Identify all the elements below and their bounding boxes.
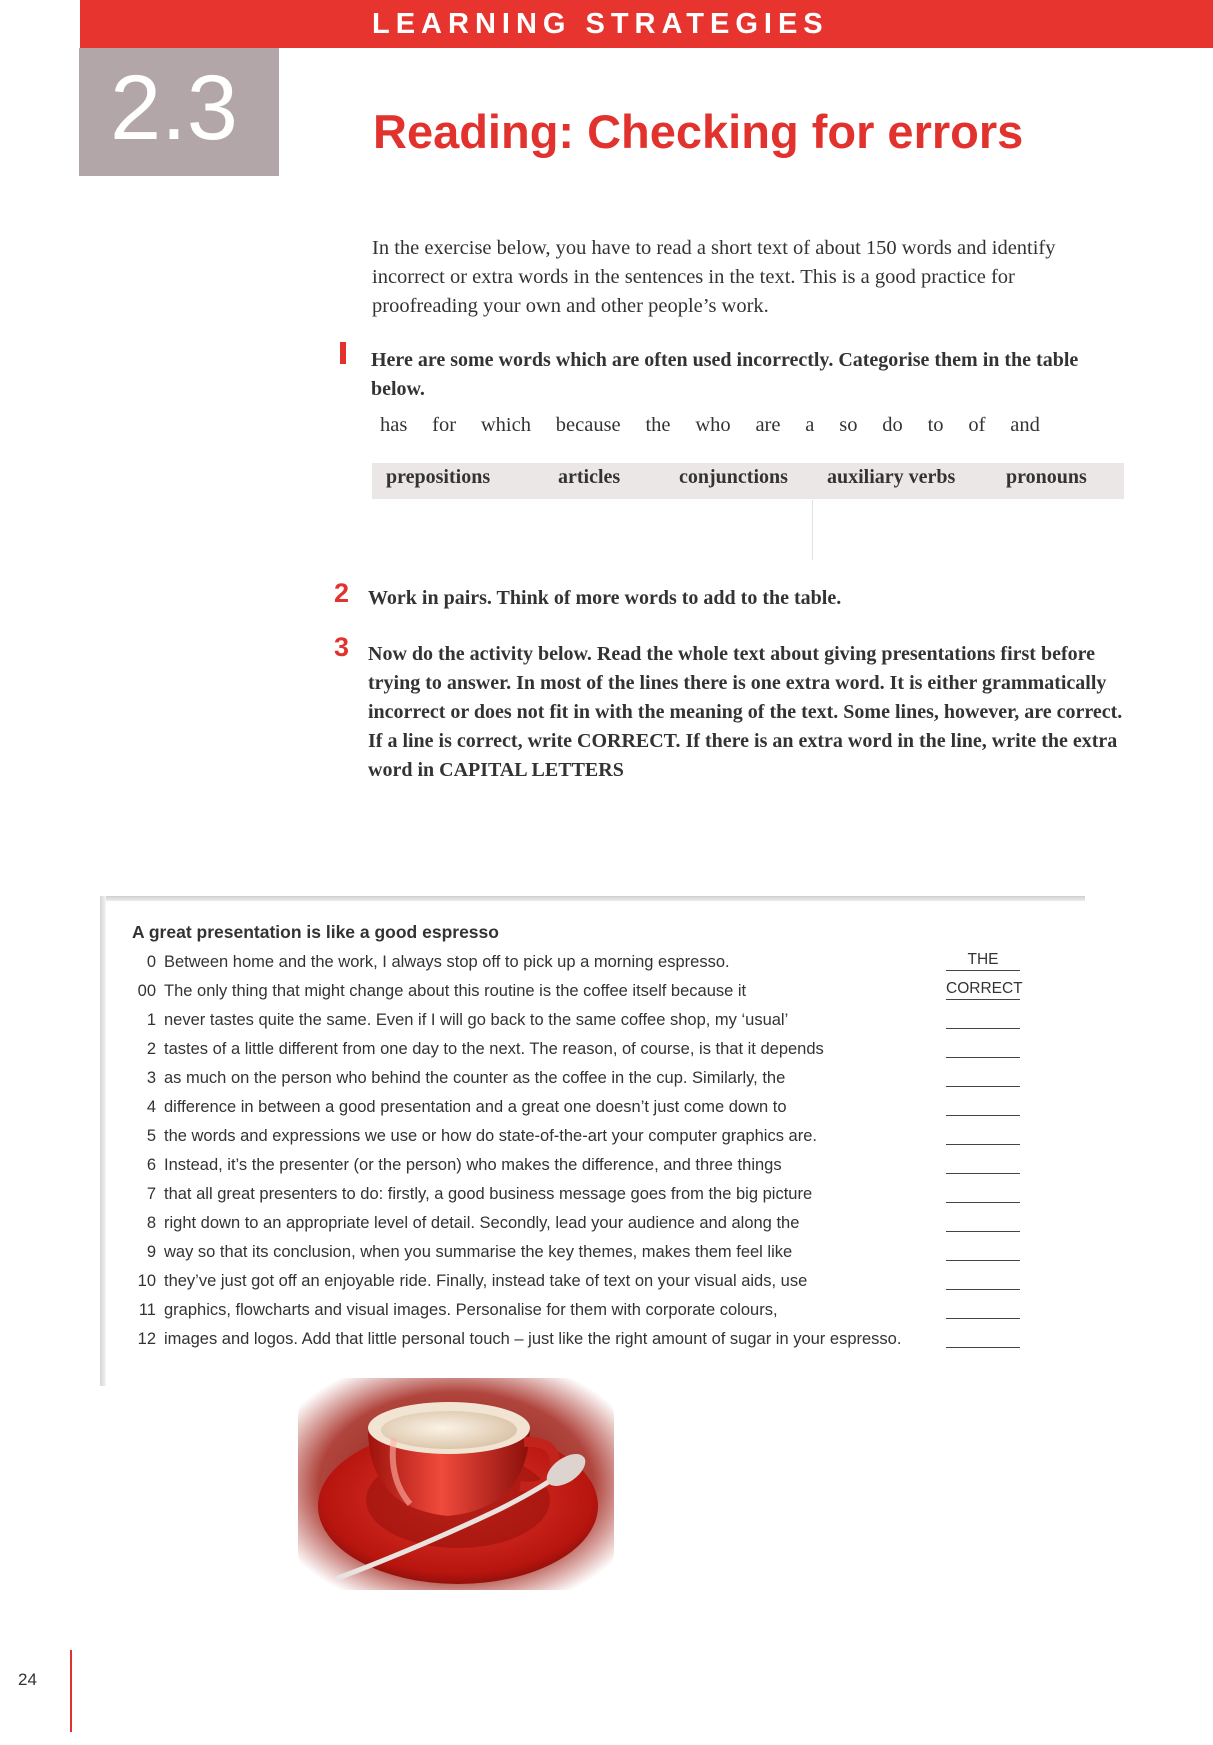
word-bank-item: of <box>968 414 986 436</box>
line-number: 4 <box>146 1098 156 1116</box>
line-text: Instead, it’s the presenter (or the person) who makes the difference, and three things <box>164 1156 782 1174</box>
word-bank-item: do <box>882 414 903 436</box>
answer-blank[interactable] <box>946 1298 1020 1319</box>
word-bank-item: who <box>695 414 731 436</box>
line-text: never tastes quite the same. Even if I will go back to the same coffee shop, my ‘usual’ <box>164 1011 789 1029</box>
answer-blank[interactable]: CORRECT <box>946 979 1020 1000</box>
line-text: way so that its conclusion, when you summarise the key themes, makes them feel like <box>164 1243 793 1261</box>
category-table-header <box>372 466 1124 498</box>
line-text: Between home and the work, I always stop off to pick up a morning espresso. <box>164 953 730 971</box>
answer-blank[interactable] <box>946 1211 1020 1232</box>
answer-blank[interactable] <box>946 1153 1020 1174</box>
line-text: the words and expressions we use or how do state-of-the-art your computer graphics are. <box>164 1127 817 1145</box>
line-number: 12 <box>137 1330 156 1348</box>
exercise-1-instruction: Here are some words which are often used incorrectly. Categorise them in the table below. <box>371 349 1079 400</box>
word-bank-item: which <box>480 414 531 436</box>
page-number: 24 <box>18 1670 37 1689</box>
line-text: tastes of a little different from one day to the next. The reason, of course, is that it depends <box>164 1040 824 1058</box>
line-text: that all great presenters to do: firstly, a good business message goes from the big picture <box>164 1185 813 1203</box>
passage-line <box>132 1122 1052 1151</box>
line-number: 3 <box>146 1069 156 1087</box>
word-bank-item: for <box>432 414 457 436</box>
word-bank-item: and <box>1010 414 1040 436</box>
answer-blank[interactable] <box>946 1095 1020 1116</box>
exercise-2-number: 2 <box>334 578 350 608</box>
line-number: 8 <box>146 1214 156 1232</box>
word-bank-item: because <box>555 414 621 436</box>
table-header-conjunctions: conjunctions <box>679 466 788 488</box>
passage-line <box>132 1151 1052 1180</box>
page-title: Reading: Checking for errors <box>373 105 1024 158</box>
line-number: 1 <box>146 1011 156 1029</box>
word-bank-item: has <box>380 414 408 436</box>
answer-blank[interactable] <box>946 1008 1020 1029</box>
passage-box-top-border <box>100 896 1085 901</box>
passage-line <box>132 1180 1052 1209</box>
passage-line <box>132 977 1052 1006</box>
table-header-pronouns: pronouns <box>1006 466 1087 488</box>
answer-blank[interactable] <box>946 1124 1020 1145</box>
table-header-prepositions: prepositions <box>386 466 491 488</box>
line-text: as much on the person who behind the counter as the coffee in the cup. Similarly, the <box>164 1069 786 1087</box>
line-text: difference in between a good presentation and a great one doesn’t just come down to <box>164 1098 787 1116</box>
exercise-2-instruction: Work in pairs. Think of more words to add to the table. <box>368 587 842 609</box>
page-number-rule <box>70 1650 72 1732</box>
line-text: images and logos. Add that little personal touch – just like the right amount of sugar in your espresso. <box>164 1330 902 1348</box>
answer-blank[interactable] <box>946 1066 1020 1087</box>
line-text: right down to an appropriate level of detail. Secondly, lead your audience and along the <box>164 1214 800 1232</box>
answer-blank[interactable] <box>946 1182 1020 1203</box>
word-bank-item: a <box>805 414 815 436</box>
table-header-articles: articles <box>558 466 621 488</box>
line-number: 0 <box>146 953 156 971</box>
line-number: 6 <box>146 1156 156 1174</box>
passage-line <box>132 1296 1052 1325</box>
answer-blank[interactable]: THE <box>946 950 1020 971</box>
word-bank-item: to <box>927 414 944 436</box>
passage-line <box>132 948 1052 977</box>
passage-line <box>132 1325 1052 1354</box>
word-bank-item: the <box>645 414 671 436</box>
passage-line <box>132 1209 1052 1238</box>
line-number: 11 <box>138 1301 156 1319</box>
line-number: 2 <box>146 1040 156 1058</box>
crema <box>381 1411 517 1449</box>
word-bank <box>380 414 1040 444</box>
passage-line <box>132 1267 1052 1296</box>
line-text: graphics, flowcharts and visual images. Personalise for them with corporate colours, <box>164 1301 778 1319</box>
answer-blank[interactable] <box>946 1037 1020 1058</box>
line-text: The only thing that might change about this routine is the coffee itself because it <box>164 982 747 1000</box>
exercise-3-instruction: Now do the activity below. Read the whole text about giving presentations first before trying to answer. In most of the lines there is one extra word. It is either grammatically incorrect or does not fit in with the meaning of the text. Some lines, however, are correct. If a line is correct, write CORRECT. If there is an extra word in the line, write the extra word in CAPITAL LETTERS <box>368 643 1123 781</box>
word-bank-item: so <box>839 414 858 436</box>
passage-title: A great presentation is like a good espresso <box>132 922 499 942</box>
exercise-3-number: 3 <box>334 632 350 662</box>
answer-blank[interactable] <box>946 1240 1020 1261</box>
unit-number: 2.3 <box>110 57 238 159</box>
passage-line <box>132 1093 1052 1122</box>
word-bank-item: are <box>755 414 781 436</box>
answer-blank[interactable] <box>946 1327 1020 1348</box>
exercise-1-number <box>340 342 346 364</box>
reading-passage <box>132 918 1052 1354</box>
espresso-cup-image <box>298 1378 614 1590</box>
line-number: 00 <box>137 982 156 1000</box>
answer-blank[interactable] <box>946 1269 1020 1290</box>
passage-box-left-border <box>100 896 106 1386</box>
intro-paragraph: In the exercise below, you have to read a short text of about 150 words and identify incorrect or extra words in the sentences in the text. This is a good practice for proofreading your own and other people’s work. <box>372 237 1056 317</box>
passage-line <box>132 1006 1052 1035</box>
section-title: LEARNING STRATEGIES <box>372 8 829 40</box>
table-column-divider <box>812 500 813 560</box>
line-number: 9 <box>146 1243 156 1261</box>
passage-line <box>132 1238 1052 1267</box>
line-number: 7 <box>146 1185 156 1203</box>
line-text: they’ve just got off an enjoyable ride. Finally, instead take of text on your visual aids, use <box>164 1272 808 1290</box>
table-header-auxiliary-verbs: auxiliary verbs <box>827 466 956 488</box>
line-number: 5 <box>146 1127 156 1145</box>
line-number: 10 <box>137 1272 156 1290</box>
passage-line <box>132 1035 1052 1064</box>
passage-line <box>132 1064 1052 1093</box>
